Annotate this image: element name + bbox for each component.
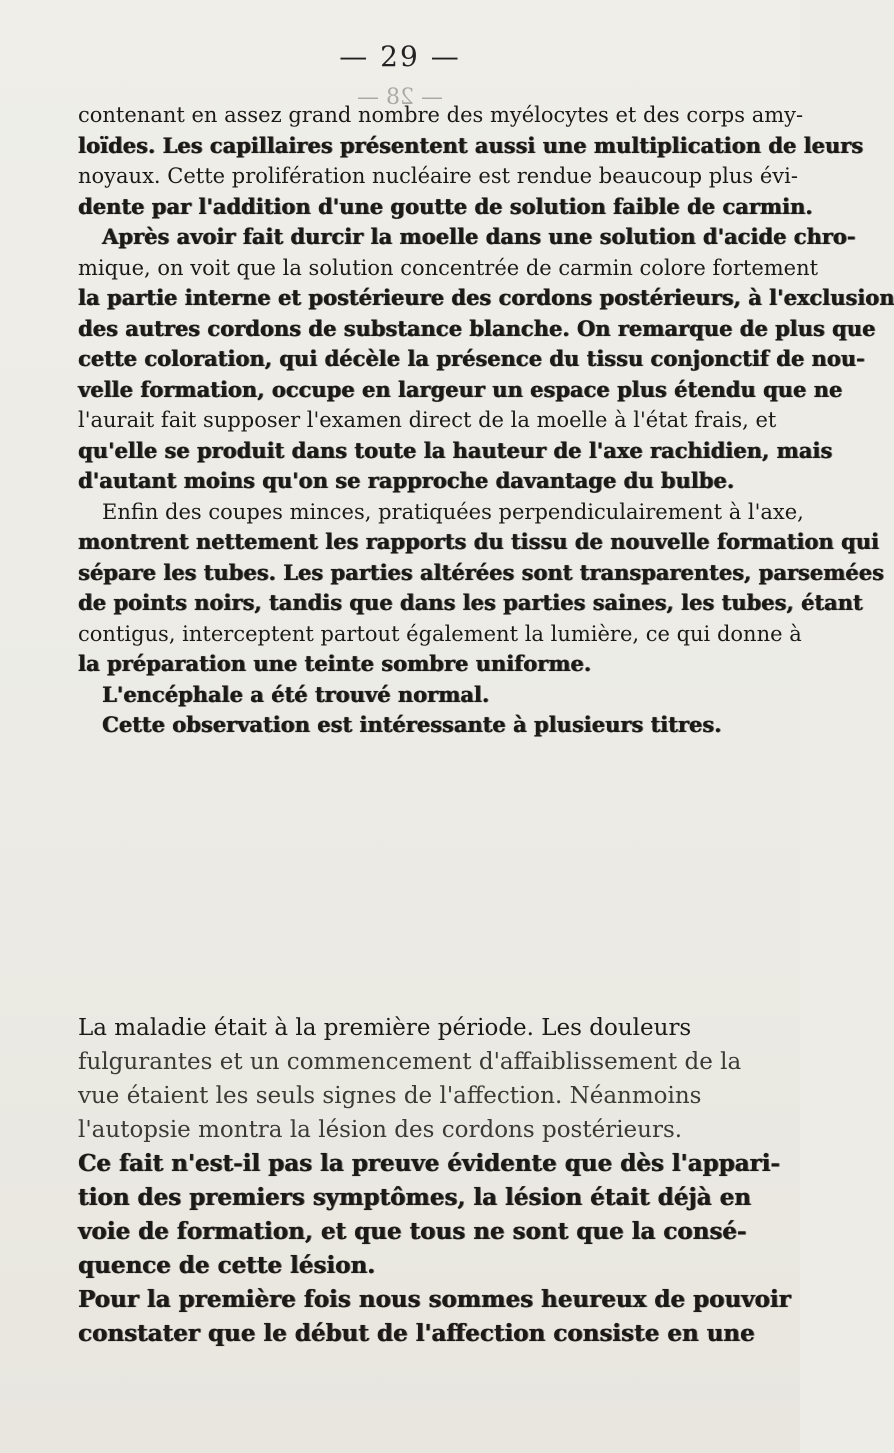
text-line: d'autant moins qu'on se rapproche davantage du bulbe. (78, 468, 735, 493)
text-line: l'aurait fait supposer l'examen direct de la moelle à l'état frais, et (78, 408, 777, 432)
paragraph-2 (78, 1011, 791, 1351)
text-line: Pour la première fois nous sommes heureux de pouvoir (78, 1286, 791, 1313)
text-line: montrent nettement les rapports du tissu de nouvelle formation qui (78, 529, 879, 554)
text-line: de points noirs, tandis que dans les parties saines, les tubes, étant (78, 590, 863, 615)
text-line: dente par l'addition d'une goutte de solution faible de carmin. (78, 193, 813, 219)
text-line: Enfin des coupes minces, pratiquées perpendiculairement à l'axe, (102, 499, 804, 524)
text-line: Après avoir fait durcir la moelle dans une solution d'acide chro- (102, 224, 856, 249)
text-line: qu'elle se produit dans toute la hauteur de l'axe rachidien, mais (78, 437, 833, 463)
text-line: Cette observation est intéressante à plusieurs titres. (102, 712, 722, 737)
text-line: l'autopsie montra la lésion des cordons postérieurs. (78, 1117, 683, 1143)
text-line: loïdes. Les capillaires présentent aussi une multiplication de leurs (78, 132, 864, 158)
text-line: La maladie était à la première période. Les douleurs (78, 1015, 692, 1041)
text-line: contenant en assez grand nombre des myélocytes et des corps amy- (78, 103, 804, 127)
text-line: Ce fait n'est-il pas la preuve évidente que dès l'appari- (78, 1150, 780, 1177)
text-line: tion des premiers symptômes, la lésion était déjà en (78, 1184, 751, 1211)
text-line: voie de formation, et que tous ne sont que la consé- (78, 1218, 747, 1245)
text-line: L'encéphale a été trouvé normal. (102, 681, 490, 707)
text-line: velle formation, occupe en largeur un espace plus étendu que ne (78, 376, 843, 402)
text-line: vue étaient les seuls signes de l'affection. Néanmoins (78, 1083, 702, 1109)
text-line: la préparation une teinte sombre uniforme. (78, 651, 592, 676)
text-line: constater que le début de l'affection consiste en une (78, 1320, 755, 1347)
page-number: — 29 — (339, 40, 461, 73)
text-line: la partie interne et postérieure des cordons postérieurs, à l'exclusion (78, 285, 894, 310)
paragraph-1 (78, 100, 894, 741)
text-line: mique, on voit que la solution concentrée de carmin colore fortement (78, 255, 819, 280)
text-line: fulgurantes et un commencement d'affaiblissement de la (78, 1049, 742, 1075)
text-line: des autres cordons de substance blanche. On remarque de plus que (78, 315, 876, 341)
show-through-page-number: — 28 — (357, 85, 443, 110)
text-line: sépare les tubes. Les parties altérées sont transparentes, parsemées (78, 559, 884, 585)
text-line: cette coloration, qui décèle la présence du tissu conjonctif de nou- (78, 346, 865, 371)
text-line: quence de cette lésion. (78, 1252, 376, 1279)
text-line: contigus, interceptent partout également la lumière, ce qui donne à (78, 621, 802, 646)
text-line: noyaux. Cette prolifération nucléaire est rendue beaucoup plus évi- (78, 164, 798, 188)
